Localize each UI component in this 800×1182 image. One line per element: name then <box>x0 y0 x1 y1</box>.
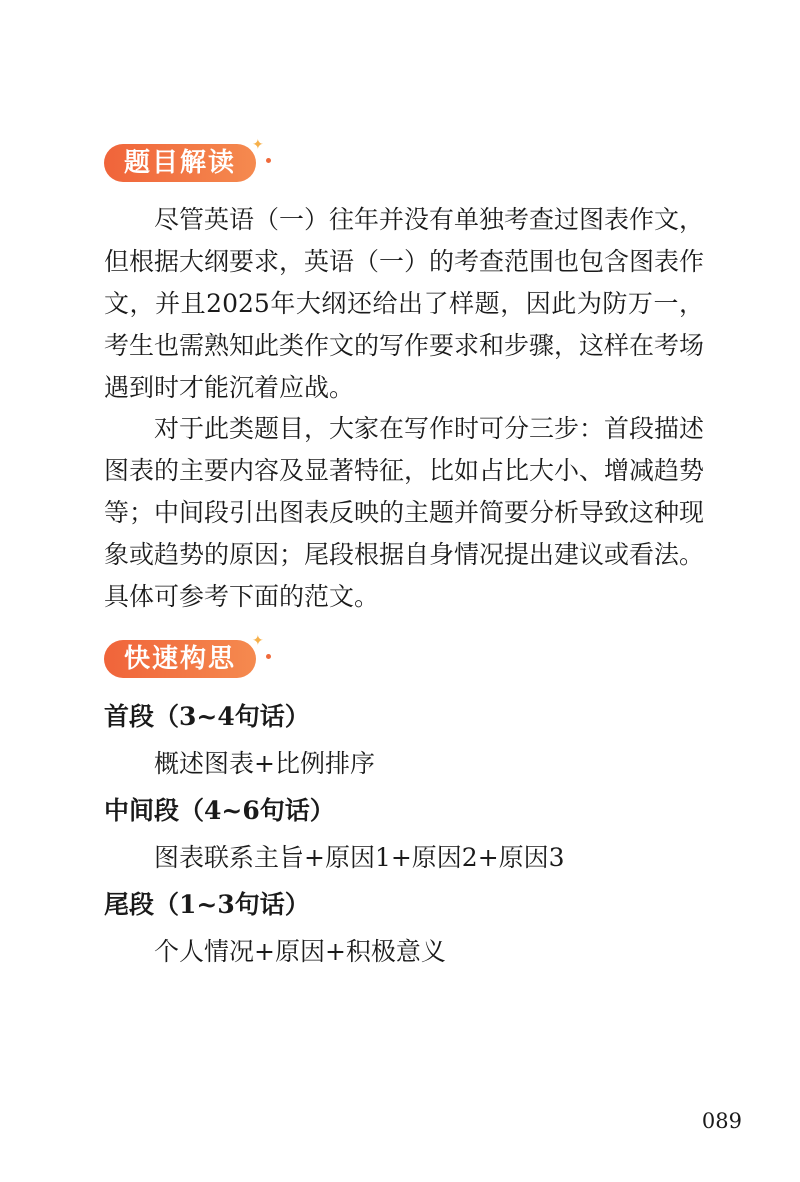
outline-item-content-middle-paragraph: 图表联系主旨+原因1+原因2+原因3 <box>154 843 565 872</box>
interpretation-paragraph-1: 尽管英语（一）往年并没有单独考查过图表作文，但根据大纲要求，英语（一）的考查范围也包含图表作文，并且2025年大纲还给出了样题，因此为防万一，考生也需熟知此类作文的写作要求和步骤，这样在考场遇到时才能沉着应战。 <box>104 205 705 402</box>
sparkle-dot-icon <box>266 158 271 163</box>
outline-item-content-last-paragraph: 个人情况+原因+积极意义 <box>154 937 446 966</box>
section-heading-quick-outline: 快速构思 <box>104 640 256 678</box>
outline-item-title-middle-paragraph: 中间段（4~6句话） <box>104 796 335 825</box>
sparkle-dot-icon <box>266 654 271 659</box>
sparkle-icon: ✦ <box>252 633 264 649</box>
outline-item-title-last-paragraph: 尾段（1~3句话） <box>104 890 310 919</box>
sparkle-icon: ✦ <box>252 137 264 153</box>
outline-item-title-first-paragraph: 首段（3~4句话） <box>104 702 310 731</box>
section-heading-interpretation: 题目解读 <box>104 144 256 182</box>
outline-item-content-first-paragraph: 概述图表+比例排序 <box>154 749 375 778</box>
interpretation-paragraph-2: 对于此类题目，大家在写作时可分三步：首段描述图表的主要内容及显著特征，比如占比大小、增减趋势等；中间段引出图表反映的主题并简要分析导致这种现象或趋势的原因；尾段根据自身情况提出建议或看法。具体可参考下面的范文。 <box>104 414 705 611</box>
page-number: 089 <box>701 1109 742 1133</box>
